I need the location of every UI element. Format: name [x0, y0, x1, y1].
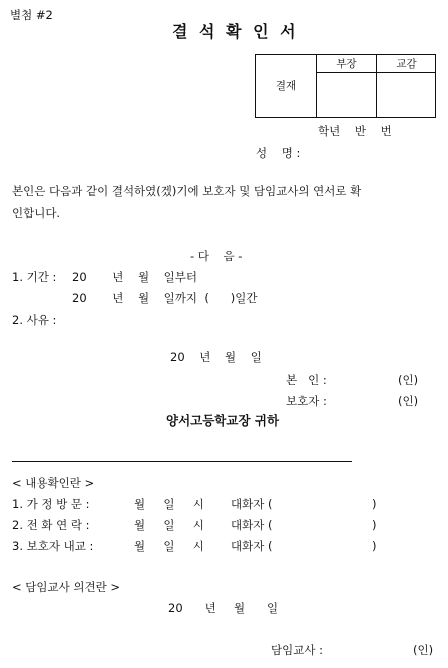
- section-divider: [12, 461, 352, 462]
- confirmation-row-counterpart: 대화자 (: [231, 497, 273, 511]
- period-from: 20 년 월 일부터: [72, 270, 198, 284]
- approval-row-header: 결재: [275, 80, 297, 92]
- confirmation-row-close: ): [372, 539, 377, 553]
- confirmation-row-datetime: 월 일 시: [134, 518, 204, 532]
- name-label: 성 명 :: [256, 146, 301, 160]
- self-seal: (인): [398, 373, 419, 387]
- confirmation-row-datetime: 월 일 시: [134, 539, 204, 553]
- grade-class-number: 학년 반 번: [318, 124, 392, 138]
- confirmation-row-label: 2. 전 화 연 락 :: [12, 518, 90, 532]
- confirmation-row-counterpart: 대화자 (: [231, 539, 273, 553]
- confirmation-row-close: ): [372, 518, 377, 532]
- approval-sign-cell-1[interactable]: [317, 73, 376, 117]
- recipient: 양서고등학교장 귀하: [166, 413, 280, 428]
- confirmation-row-label: 1. 가 정 방 문 :: [12, 497, 90, 511]
- confirmation-heading: < 내용확인란 >: [12, 476, 95, 490]
- attachment-label: 별첨 #2: [10, 8, 53, 22]
- confirmation-row-datetime: 월 일 시: [134, 497, 204, 511]
- self-signature-label: 본 인 :: [286, 373, 327, 387]
- reason-label: 2. 사유 :: [12, 313, 57, 327]
- guardian-signature-label: 보호자 :: [286, 394, 327, 408]
- confirmation-row-close: ): [372, 497, 377, 511]
- document-title: 결 석 확 인 서: [172, 22, 299, 41]
- teacher-opinion-date: 20 년 월 일: [168, 601, 279, 615]
- approval-col-head-1: 부장: [336, 58, 357, 70]
- homeroom-teacher-seal: (인): [413, 643, 434, 657]
- homeroom-teacher-label: 담임교사 :: [271, 643, 323, 657]
- statement-line-2: 인합니다.: [12, 206, 61, 220]
- statement-line-1: 본인은 다음과 같이 결석하였(겠)기에 보호자 및 담임교사의 연서로 확: [12, 184, 362, 198]
- approval-box: [255, 54, 436, 118]
- confirmation-row-counterpart: 대화자 (: [231, 518, 273, 532]
- approval-sign-cell-2[interactable]: [377, 73, 436, 117]
- guardian-seal: (인): [398, 394, 419, 408]
- details-heading: - 다 음 -: [190, 249, 243, 263]
- period-until: 20 년 월 일까지 ( )일간: [72, 291, 258, 305]
- report-date: 20 년 월 일: [170, 350, 262, 364]
- confirmation-row-label: 3. 보호자 내교 :: [12, 539, 94, 553]
- period-label: 1. 기간 :: [12, 270, 57, 284]
- teacher-opinion-heading: < 담임교사 의견란 >: [12, 580, 121, 594]
- approval-col-head-2: 교감: [396, 58, 417, 70]
